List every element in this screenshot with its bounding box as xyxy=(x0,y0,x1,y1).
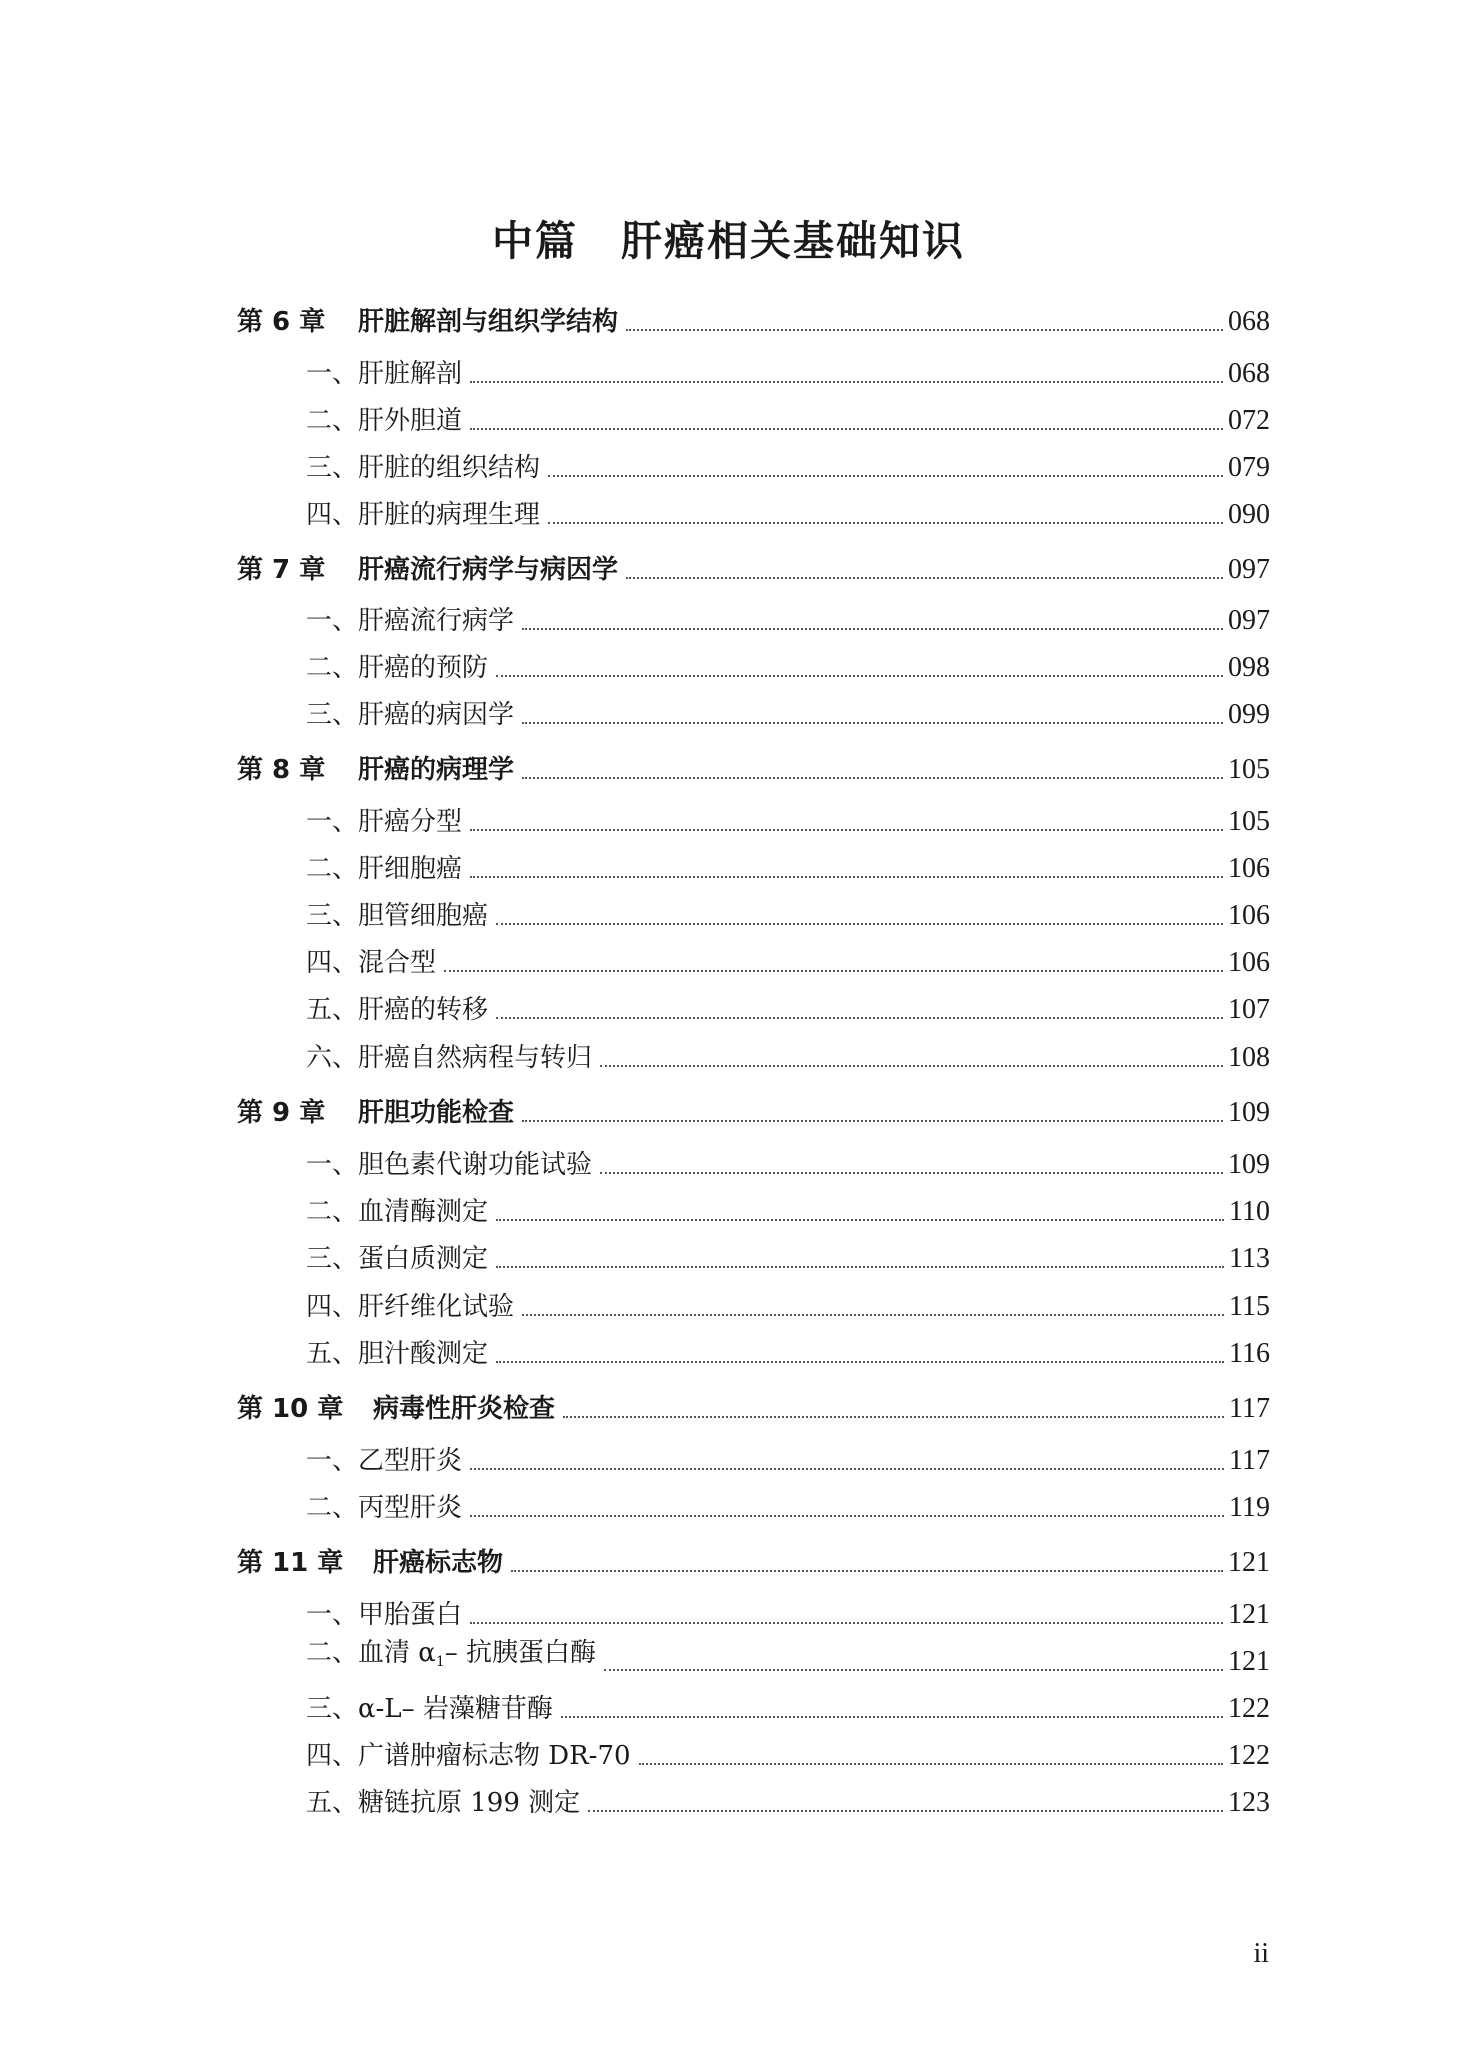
toc-section[interactable] xyxy=(237,1038,1270,1074)
section-title: 五、肝癌的转移 xyxy=(306,995,489,1025)
folio: ii xyxy=(1253,1938,1269,1969)
page-number: 108 xyxy=(1228,1042,1270,1073)
section-title: 二、肝外胆道 xyxy=(306,406,463,436)
section-title: 二、血清 $\alpha_1-$ 抗胰蛋白酶 xyxy=(306,1638,597,1670)
page-number: 122 xyxy=(1228,1740,1270,1771)
dot-leader xyxy=(496,1266,1224,1268)
dot-leader xyxy=(496,1361,1224,1363)
dot-leader xyxy=(548,522,1223,524)
page-number: 119 xyxy=(1229,1492,1270,1523)
section-title: 四、混合型 xyxy=(306,948,437,978)
dot-leader xyxy=(522,1120,1223,1122)
dot-leader xyxy=(470,829,1223,831)
dot-leader xyxy=(600,1172,1223,1174)
section-title: 三、肝癌的病因学 xyxy=(306,700,515,730)
toc-section[interactable] xyxy=(237,695,1270,731)
dot-leader xyxy=(470,1468,1224,1470)
dot-leader xyxy=(522,722,1223,724)
toc-chapter-10[interactable] xyxy=(237,1389,1270,1425)
section-title: 六、肝癌自然病程与转归 xyxy=(306,1043,593,1073)
page-number: 079 xyxy=(1228,452,1270,483)
toc-section[interactable] xyxy=(237,1192,1270,1228)
page-number: 097 xyxy=(1228,605,1270,636)
dot-leader xyxy=(548,475,1223,477)
toc-section[interactable] xyxy=(237,354,1270,390)
toc-section[interactable] xyxy=(237,1783,1270,1819)
toc-section[interactable] xyxy=(237,1595,1270,1631)
section-title: 四、肝脏的病理生理 xyxy=(306,500,541,530)
chapter-title: 肝胆功能检查 xyxy=(358,1098,515,1128)
section-title: 一、乙型肝炎 xyxy=(306,1446,463,1476)
dot-leader xyxy=(496,923,1223,925)
toc-section[interactable] xyxy=(237,495,1270,531)
chapter-number: 第 11 章 xyxy=(237,1548,344,1578)
chapter-title: 病毒性肝炎检查 xyxy=(373,1394,556,1424)
toc-section[interactable] xyxy=(237,448,1270,484)
dot-leader xyxy=(511,1570,1223,1572)
toc-section[interactable] xyxy=(237,896,1270,932)
page-number: 106 xyxy=(1228,853,1270,884)
dot-leader xyxy=(626,577,1223,579)
dot-leader xyxy=(588,1810,1223,1812)
section-title: 一、甲胎蛋白 xyxy=(306,1600,463,1630)
page-number: 116 xyxy=(1229,1338,1270,1369)
page-number: 110 xyxy=(1229,1196,1270,1227)
toc-section[interactable] xyxy=(237,943,1270,979)
dot-leader xyxy=(496,675,1223,677)
toc-section[interactable] xyxy=(237,601,1270,637)
dot-leader xyxy=(470,1515,1224,1517)
page-number: 115 xyxy=(1229,1291,1270,1322)
section-title: 二、丙型肝炎 xyxy=(306,1493,463,1523)
page-number: 123 xyxy=(1228,1787,1270,1818)
dot-leader xyxy=(604,1669,1223,1671)
toc-chapter-7[interactable] xyxy=(237,550,1270,586)
page-number: 106 xyxy=(1228,947,1270,978)
section-title: 五、胆汁酸测定 xyxy=(306,1339,489,1369)
toc-section[interactable] xyxy=(237,1689,1270,1725)
dot-leader xyxy=(563,1416,1224,1418)
section-title: 一、肝脏解剖 xyxy=(306,359,463,389)
page-number: 068 xyxy=(1228,306,1270,337)
toc-chapter-8[interactable] xyxy=(237,750,1270,786)
page-number: 109 xyxy=(1228,1149,1270,1180)
chapter-title: 肝癌标志物 xyxy=(373,1548,504,1578)
section-title: 二、肝癌的预防 xyxy=(306,653,489,683)
toc-section[interactable] xyxy=(237,1145,1270,1181)
section-title: 一、肝癌分型 xyxy=(306,807,463,837)
toc-section[interactable] xyxy=(237,1638,1270,1678)
section-title: 四、广谱肿瘤标志物 DR-70 xyxy=(306,1741,631,1771)
page-number: 109 xyxy=(1228,1097,1270,1128)
section-title: 二、肝细胞癌 xyxy=(306,854,463,884)
page-number: 117 xyxy=(1229,1445,1270,1476)
page-number: 105 xyxy=(1228,754,1270,785)
section-title: 一、胆色素代谢功能试验 xyxy=(306,1150,593,1180)
dot-leader xyxy=(522,1314,1224,1316)
page-number: 121 xyxy=(1228,1547,1270,1578)
dot-leader xyxy=(444,970,1223,972)
toc-section[interactable] xyxy=(237,990,1270,1026)
dot-leader xyxy=(600,1065,1223,1067)
dot-leader xyxy=(496,1219,1224,1221)
chapter-title: 肝脏解剖与组织学结构 xyxy=(358,307,619,337)
toc-section[interactable] xyxy=(237,1441,1270,1477)
dot-leader xyxy=(639,1763,1223,1765)
page-number: 113 xyxy=(1229,1243,1270,1274)
toc-section[interactable] xyxy=(237,849,1270,885)
toc-section[interactable] xyxy=(237,1287,1270,1323)
page-number: 068 xyxy=(1228,358,1270,389)
section-title: 三、α-L– 岩藻糖苷酶 xyxy=(306,1694,553,1724)
page-number: 107 xyxy=(1228,994,1270,1025)
page-number: 117 xyxy=(1229,1393,1270,1424)
toc-section[interactable] xyxy=(237,1334,1270,1370)
toc-chapter-9[interactable] xyxy=(237,1093,1270,1129)
chapter-number: 第 8 章 xyxy=(237,755,326,785)
part-title: 中篇 肝癌相关基础知识 xyxy=(492,217,965,265)
section-title: 三、肝脏的组织结构 xyxy=(306,453,541,483)
section-title: 二、血清酶测定 xyxy=(306,1197,489,1227)
dot-leader xyxy=(470,1622,1223,1624)
dot-leader xyxy=(470,381,1223,383)
toc-chapter-6[interactable] xyxy=(237,302,1270,338)
page-number: 072 xyxy=(1228,405,1270,436)
section-title: 五、糖链抗原 199 测定 xyxy=(306,1788,581,1818)
dot-leader xyxy=(626,329,1223,331)
toc-section[interactable] xyxy=(237,1736,1270,1772)
toc-chapter-11[interactable] xyxy=(237,1543,1270,1579)
dot-leader xyxy=(496,1017,1223,1019)
page-number: 106 xyxy=(1228,900,1270,931)
chapter-number: 第 10 章 xyxy=(237,1394,344,1424)
page-number: 090 xyxy=(1228,499,1270,530)
dot-leader xyxy=(470,876,1223,878)
toc-section[interactable] xyxy=(237,401,1270,437)
page-number: 121 xyxy=(1228,1646,1270,1677)
dot-leader xyxy=(561,1716,1223,1718)
toc-section[interactable] xyxy=(237,1239,1270,1275)
dot-leader xyxy=(470,428,1223,430)
chapter-number: 第 7 章 xyxy=(237,555,326,585)
page-number: 122 xyxy=(1228,1693,1270,1724)
page-number: 097 xyxy=(1228,554,1270,585)
section-title: 三、胆管细胞癌 xyxy=(306,901,489,931)
section-title: 一、肝癌流行病学 xyxy=(306,606,515,636)
chapter-number: 第 6 章 xyxy=(237,307,326,337)
chapter-title: 肝癌的病理学 xyxy=(358,755,515,785)
page-number: 099 xyxy=(1228,699,1270,730)
page-number: 121 xyxy=(1228,1599,1270,1630)
section-title: 四、肝纤维化试验 xyxy=(306,1292,515,1322)
section-title: 三、蛋白质测定 xyxy=(306,1244,489,1274)
chapter-number: 第 9 章 xyxy=(237,1098,326,1128)
chapter-title: 肝癌流行病学与病因学 xyxy=(358,555,619,585)
toc-section[interactable] xyxy=(237,648,1270,684)
page-number: 098 xyxy=(1228,652,1270,683)
page-number: 105 xyxy=(1228,806,1270,837)
toc-section[interactable] xyxy=(237,1488,1270,1524)
dot-leader xyxy=(522,628,1223,630)
dot-leader xyxy=(522,777,1223,779)
toc-section[interactable] xyxy=(237,802,1270,838)
